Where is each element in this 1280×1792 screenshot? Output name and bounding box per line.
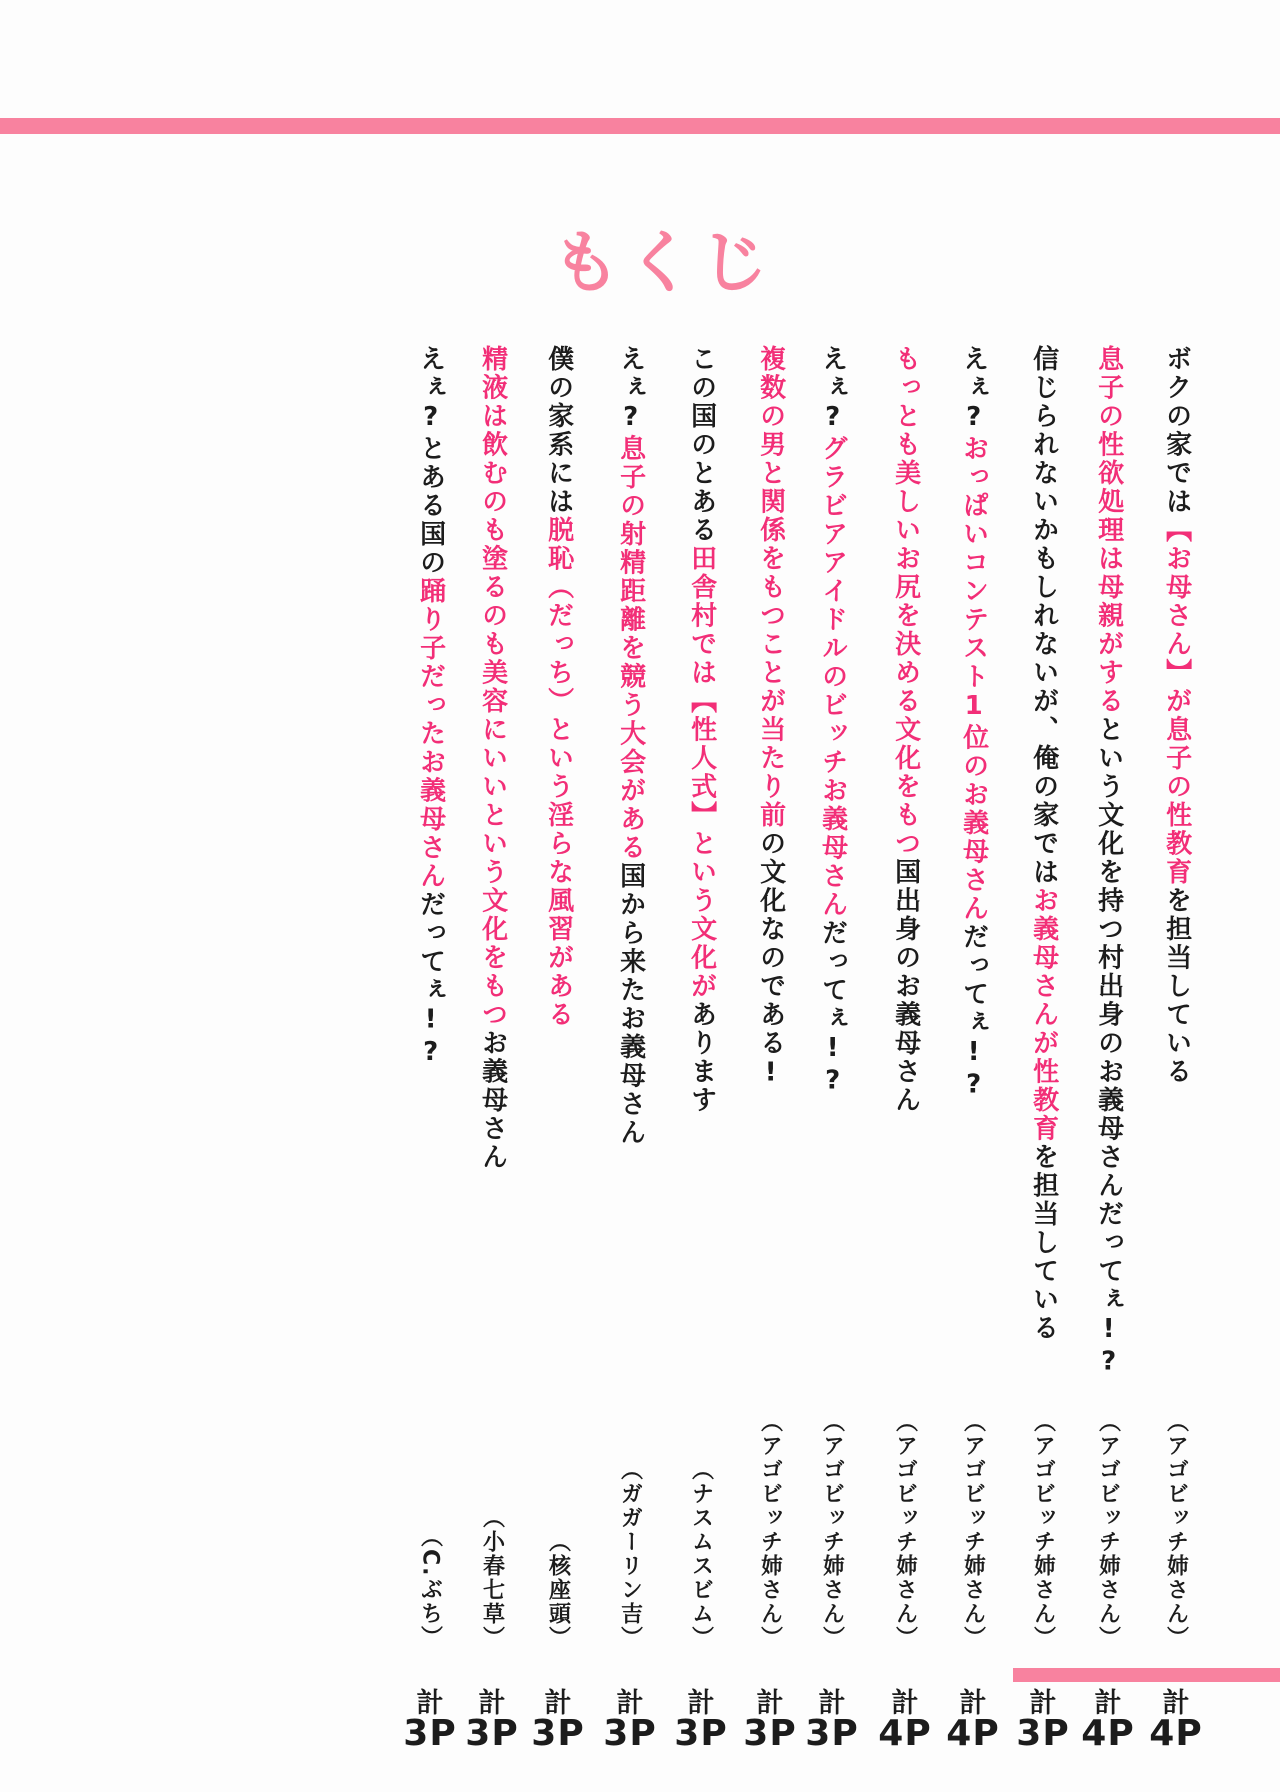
toc-entry — [872, 345, 938, 1792]
toc-entry — [397, 345, 463, 1792]
page-count-value: 3P — [1016, 1713, 1070, 1754]
page-count-label: 計 — [959, 1688, 987, 1719]
title-segment: お義母さん — [477, 1029, 508, 1172]
page-count-value: 3P — [531, 1713, 585, 1754]
page-count-label: 計 — [1029, 1688, 1057, 1719]
title-segment: の文化なのである! — [755, 829, 786, 1090]
page-count-label: 計 — [891, 1688, 919, 1719]
page-count-label: 計 — [616, 1688, 644, 1719]
title-segment: 僕の家系には — [543, 345, 574, 516]
entry-title — [477, 345, 508, 1172]
entry-title — [817, 345, 848, 1098]
entry-author: （小春七草） — [479, 1506, 505, 1650]
toc-entry — [1143, 345, 1209, 1792]
toc-entry — [799, 345, 865, 1792]
title-segment: 踊り子だったお義母さん — [415, 577, 446, 891]
title-segment: 国出身のお義母さん — [890, 858, 921, 1115]
entry-page-count — [459, 1688, 525, 1754]
page-count-value: 3P — [674, 1713, 728, 1754]
entry-title — [1093, 345, 1124, 1379]
page-count-value: 3P — [805, 1713, 859, 1754]
title-segment: 息子の性欲処理は母親がする — [1093, 345, 1124, 716]
title-segment: を担当している — [1028, 1143, 1059, 1343]
title-segment: この国のとある — [686, 345, 717, 545]
title-segment: えぇ? — [958, 345, 989, 435]
page-count-value: 3P — [403, 1713, 457, 1754]
page-count-label: 計 — [1094, 1688, 1122, 1719]
entry-author: （アゴビッチ姉さん） — [819, 1410, 845, 1650]
page-count-label: 計 — [478, 1688, 506, 1719]
page-count-label: 計 — [687, 1688, 715, 1719]
entry-page-count — [1143, 1688, 1209, 1754]
page-count-value: 4P — [878, 1713, 932, 1754]
title-segment: 精液は飲むのも塗るのも美容にいいという文化をもつ — [477, 345, 508, 1029]
entry-page-count — [940, 1688, 1006, 1754]
page-count-label: 計 — [818, 1688, 846, 1719]
page-count-label: 計 — [416, 1688, 444, 1719]
toc-entry — [459, 345, 525, 1792]
entry-author: （アゴビッチ姉さん） — [960, 1410, 986, 1650]
page-count-value: 4P — [946, 1713, 1000, 1754]
entry-page-count — [1075, 1688, 1141, 1754]
entry-page-count — [525, 1688, 591, 1754]
entry-page-count — [737, 1688, 803, 1754]
page-count-value: 3P — [465, 1713, 519, 1754]
toc-entry — [737, 345, 803, 1792]
entry-title — [615, 345, 646, 1147]
entry-title — [1028, 345, 1059, 1343]
entry-author: （アゴビッチ姉さん） — [1030, 1410, 1056, 1650]
page-count-value: 3P — [603, 1713, 657, 1754]
title-segment: 田舎村では【性人式】という文化が — [686, 544, 717, 1001]
toc-entry — [525, 345, 591, 1792]
entry-page-count — [397, 1688, 463, 1754]
toc-entry — [597, 345, 663, 1792]
title-segment: だってぇ!? — [817, 919, 848, 1098]
title-segment: もっとも美しいお尻を決める文化をもつ — [890, 345, 921, 858]
entry-page-count — [597, 1688, 663, 1754]
title-segment: あります — [686, 1000, 717, 1115]
title-segment: 【お母さん】が息子の性教育 — [1161, 516, 1192, 887]
entry-title — [1161, 345, 1192, 1086]
entry-page-count — [872, 1688, 938, 1754]
toc-entry — [668, 345, 734, 1792]
entry-author: （核座頭） — [545, 1530, 571, 1650]
title-segment: 国から来たお義母さん — [615, 862, 646, 1147]
title-segment: グラビアアイドルのビッチお義母さん — [817, 434, 848, 919]
entry-author: （ガガーリン吉） — [617, 1458, 643, 1650]
entry-author: （アゴビッチ姉さん） — [757, 1410, 783, 1650]
title-segment: おっぱいコンテスト1位のお義母さん — [958, 434, 989, 923]
title-segment: 息子の射精距離を競う大会がある — [615, 434, 646, 862]
entry-page-count — [1010, 1688, 1076, 1754]
entry-page-count — [668, 1688, 734, 1754]
toc-entry — [1075, 345, 1141, 1792]
page-title: もくじ — [552, 224, 775, 303]
title-segment: えぇ? — [615, 345, 646, 435]
title-segment: だってぇ!? — [415, 890, 446, 1070]
page-count-value: 4P — [1149, 1713, 1203, 1754]
page-count-label: 計 — [1162, 1688, 1190, 1719]
title-segment: だってぇ!? — [958, 923, 989, 1102]
entry-author: （ナスムスビム） — [688, 1458, 714, 1650]
toc-entry — [1010, 345, 1076, 1792]
title-segment: を担当している — [1161, 886, 1192, 1086]
entry-author: （C.ぶち） — [417, 1525, 443, 1650]
entry-title — [755, 345, 786, 1090]
page-count-label: 計 — [756, 1688, 784, 1719]
entry-title — [958, 345, 989, 1102]
entry-title — [543, 345, 574, 1029]
entry-page-count — [799, 1688, 865, 1754]
title-segment: ボクの家では — [1161, 345, 1192, 516]
title-segment: お義母さんが性教育 — [1028, 886, 1059, 1143]
entry-title — [415, 345, 446, 1070]
title-segment: 脱恥（だっち）という淫らな風習がある — [543, 516, 574, 1029]
toc-entry — [940, 345, 1006, 1792]
title-segment: えぇ? — [817, 345, 848, 435]
entry-title — [890, 345, 921, 1115]
title-segment: という文化を持つ村出身のお義母さんだってぇ!? — [1093, 715, 1124, 1379]
page-count-value: 3P — [743, 1713, 797, 1754]
title-segment: 複数の男と関係をもつことが当たり前 — [755, 345, 786, 830]
credits-divider-bar — [1013, 1668, 1280, 1682]
title-segment: 信じられないかもしれないが、俺の家では — [1028, 345, 1059, 887]
entry-author: （アゴビッチ姉さん） — [892, 1410, 918, 1650]
entry-title — [686, 345, 717, 1115]
page-count-value: 4P — [1081, 1713, 1135, 1754]
title-segment: えぇ?とある国の — [415, 345, 446, 577]
entry-author: （アゴビッチ姉さん） — [1095, 1410, 1121, 1650]
page-count-label: 計 — [544, 1688, 572, 1719]
entry-author: （アゴビッチ姉さん） — [1163, 1410, 1189, 1650]
